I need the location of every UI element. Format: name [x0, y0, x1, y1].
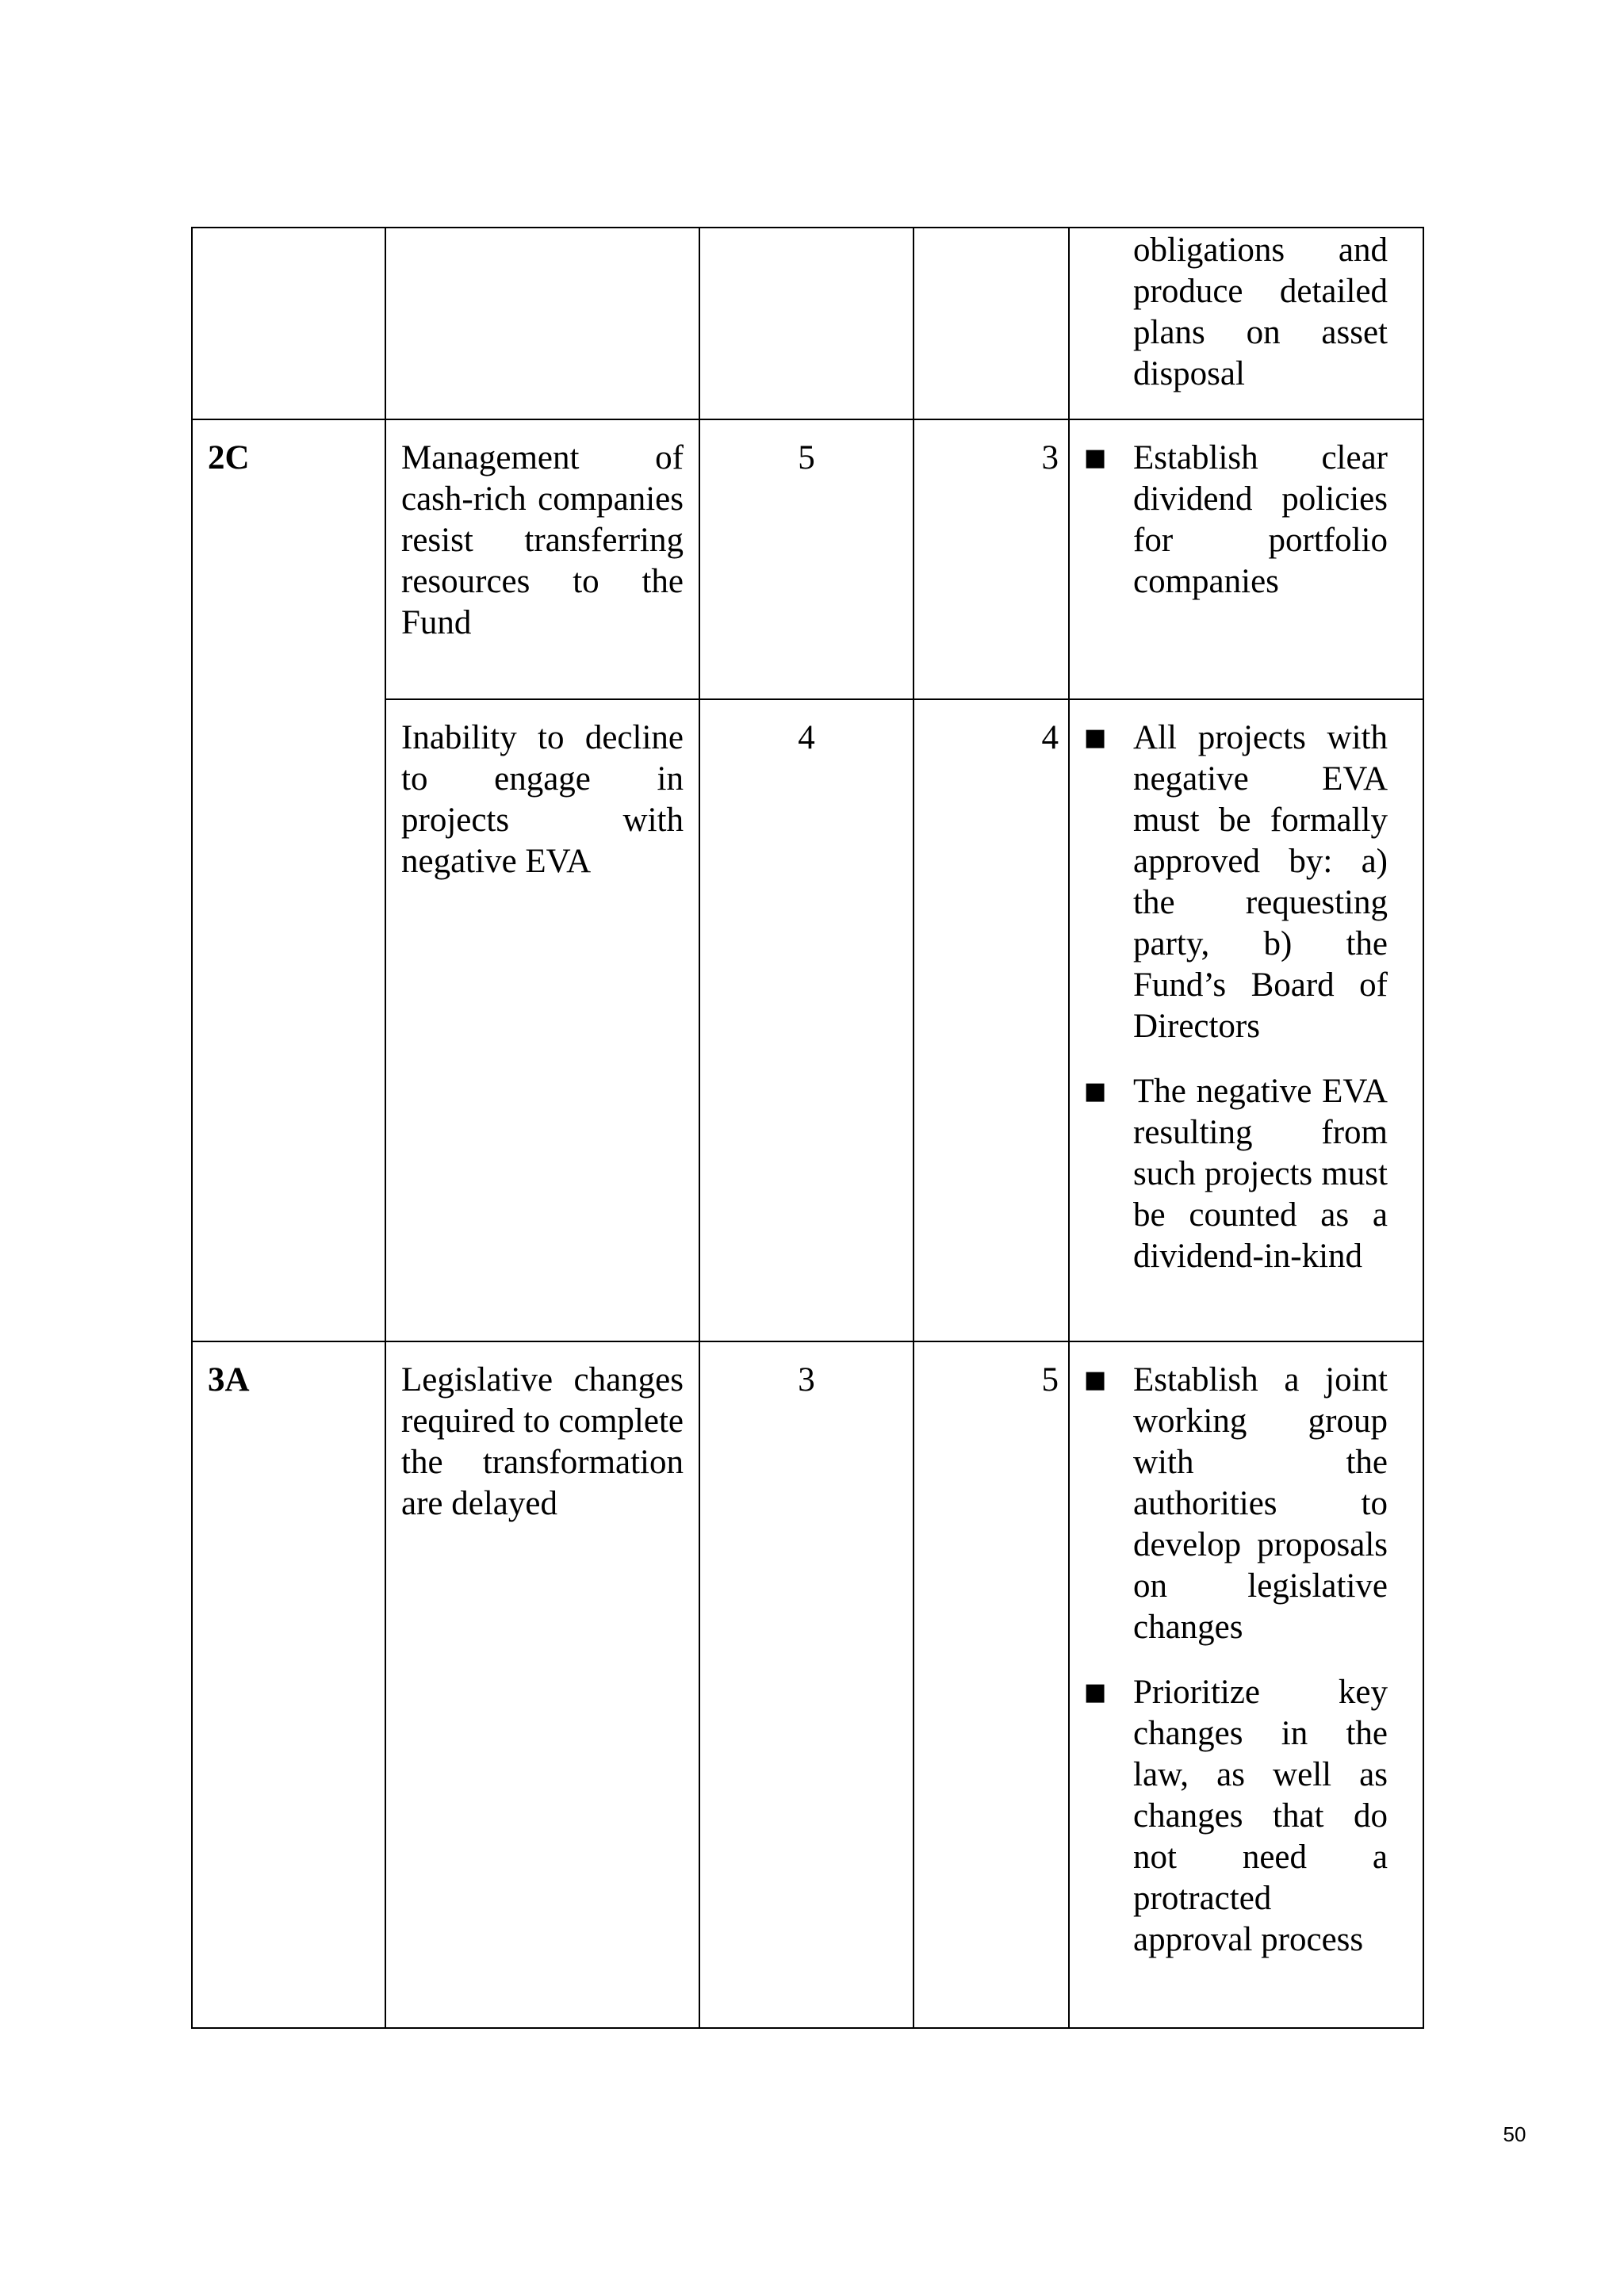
- bullet-square-icon: ■: [1084, 1366, 1107, 1394]
- risk-id-cell: [192, 228, 385, 419]
- bullet-square-icon: ■: [1084, 1077, 1107, 1105]
- risk-description-cell: [385, 228, 699, 419]
- value-2: 3: [1041, 439, 1059, 476]
- value-1: 4: [798, 719, 815, 756]
- risk-id-cell: [192, 1341, 385, 2028]
- mitigation-item: [1084, 1360, 1388, 1648]
- bullet-square-icon: ■: [1084, 724, 1107, 752]
- value-1-cell: [699, 1341, 914, 2028]
- risk-description: Management of cash-rich companies resist transferring resources to the Fund: [401, 439, 684, 641]
- mitigation-cell: [1069, 419, 1423, 699]
- risk-description: Inability to decline to engage in projects with negative EVA: [401, 719, 684, 880]
- bullet-square-icon: ■: [1084, 444, 1107, 472]
- mitigation-text: The negative EVA resulting from such projects must be counted as a dividend-in-kind: [1133, 1073, 1388, 1275]
- value-2-cell: [914, 1341, 1069, 2028]
- mitigation-cell: [1069, 228, 1423, 419]
- value-2-cell: [914, 228, 1069, 419]
- value-2: 5: [1041, 1361, 1059, 1399]
- value-1: 3: [798, 1361, 815, 1399]
- mitigation-item: [1084, 1071, 1388, 1277]
- value-1-cell: [699, 228, 914, 419]
- mitigation-cell: [1069, 1341, 1423, 2028]
- risk-description-cell: [385, 699, 699, 1341]
- value-1: 5: [798, 439, 815, 476]
- mitigation-item: [1084, 438, 1388, 603]
- risk-id-cell: [192, 419, 385, 1341]
- risk-id: 3A: [208, 1361, 250, 1399]
- risk-description-cell: [385, 1341, 699, 2028]
- risk-table: [191, 227, 1424, 2029]
- mitigation-cell: [1069, 699, 1423, 1341]
- value-2: 4: [1041, 719, 1059, 756]
- table-row: [192, 419, 1423, 699]
- mitigation-text: Establish clear dividend policies for portfolio companies: [1133, 439, 1388, 600]
- mitigation-item: [1084, 718, 1388, 1047]
- risk-id: 2C: [208, 439, 250, 476]
- risk-description: Legislative changes required to complete the transformation are delayed: [401, 1361, 684, 1522]
- mitigation-item: [1084, 1672, 1388, 1961]
- mitigation-text: obligations and produce detailed plans on asset disposal: [1133, 232, 1388, 392]
- risk-description-cell: [385, 419, 699, 699]
- table-row-continuation: [192, 228, 1423, 419]
- page-number: 50: [1503, 2122, 1526, 2146]
- value-2-cell: [914, 699, 1069, 1341]
- value-1-cell: [699, 699, 914, 1341]
- mitigation-text: Establish a joint working group with the authorities to develop proposals on legislative changes: [1133, 1361, 1388, 1646]
- mitigation-text: All projects with negative EVA must be formally approved by: a) the requesting party, b) the Fund’s Board of Directors: [1133, 719, 1388, 1045]
- value-2-cell: [914, 419, 1069, 699]
- table-row: [192, 1341, 1423, 2028]
- mitigation-text: Prioritize key changes in the law, as well as changes that do not need a protracted approval process: [1133, 1674, 1388, 1958]
- bullet-square-icon: ■: [1084, 1678, 1107, 1706]
- value-1-cell: [699, 419, 914, 699]
